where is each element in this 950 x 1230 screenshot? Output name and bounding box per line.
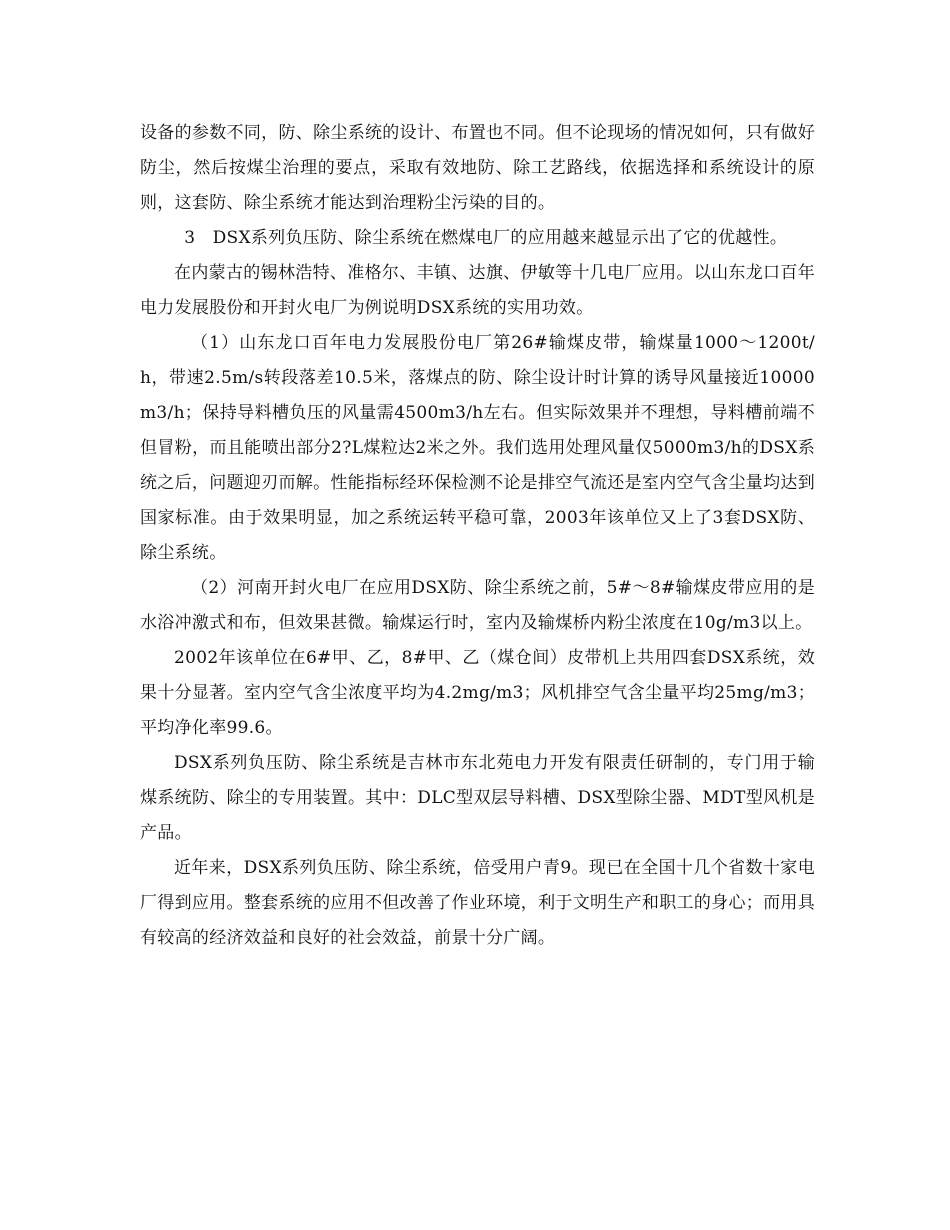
paragraph-inner-mongolia-plants: 在内蒙古的锡林浩特、准格尔、丰镇、达旗、伊敏等十几电厂应用。以山东龙口百年电力发展股份和开封火电厂为例说明DSX系统的实用功效。 bbox=[140, 263, 815, 318]
paragraph-kaifeng-case: （2）河南开封火电厂在应用DSX防、除尘系统之前，5#～8#输煤皮带应用的是水浴冲激式和布，但效果甚微。输煤运行时，室内及输煤桥内粉尘浓度在10g/m3以上。 bbox=[140, 578, 815, 633]
paragraph-dsx-developer: DSX系列负压防、除尘系统是吉林市东北苑电力开发有限责任研制的，专门用于输煤系统防、除尘的专用装置。其中：DLC型双层导料槽、DSX型除尘器、MDT型风机是产品。 bbox=[140, 753, 815, 843]
paragraph-recent-years: 近年来，DSX系列负压防、除尘系统，倍受用户青9。现已在全国十几个省数十家电厂得到应用。整套系统的应用不但改善了作业环境，利于文明生产和职工的身心；而用具有较高的经济效益和良好的社会效益，前景十分广阔。 bbox=[140, 858, 815, 948]
paragraph-continuation: 设备的参数不同，防、除尘系统的设计、布置也不同。但不论现场的情况如何，只有做好防尘，然后按煤尘治理的要点，采取有效地防、除工艺路线，依据选择和系统设计的原则，这套防、除尘系统才能达到治理粉尘污染的目的。 bbox=[140, 123, 815, 213]
paragraph-section-3-heading: 3 DSX系列负压防、除尘系统在燃煤电厂的应用越来越显示出了它的优越性。 bbox=[184, 228, 788, 248]
paragraph-longkou-case: （1）山东龙口百年电力发展股份电厂第26#输煤皮带，输煤量1000～1200t/h，带速2.5m/s转段落差10.5米，落煤点的防、除尘设计时计算的诱导风量接近10000m3/h；保持导料槽负压的风量需4500m3/h左右。但实际效果并不理想，导料槽前端不但冒粉，而且能喷出部分2?L煤粒达2米之外。我们选用处理风量仅5000m3/h的DSX系统之后，问题迎刃而解。性能指标经环保检测不论是排空气流还是室内空气含尘量均达到国家标准。由于效果明显，加之系统运转平稳可靠，2003年该单位又上了3套DSX防、除尘系统。 bbox=[140, 333, 815, 563]
document-body bbox=[140, 116, 815, 956]
paragraph-2002-results: 2002年该单位在6#甲、乙，8#甲、乙（煤仓间）皮带机上共用四套DSX系统，效果十分显著。室内空气含尘浓度平均为4.2mg/m3；风机排空气含尘量平均25mg/m3；平均净化率99.6。 bbox=[140, 648, 815, 738]
